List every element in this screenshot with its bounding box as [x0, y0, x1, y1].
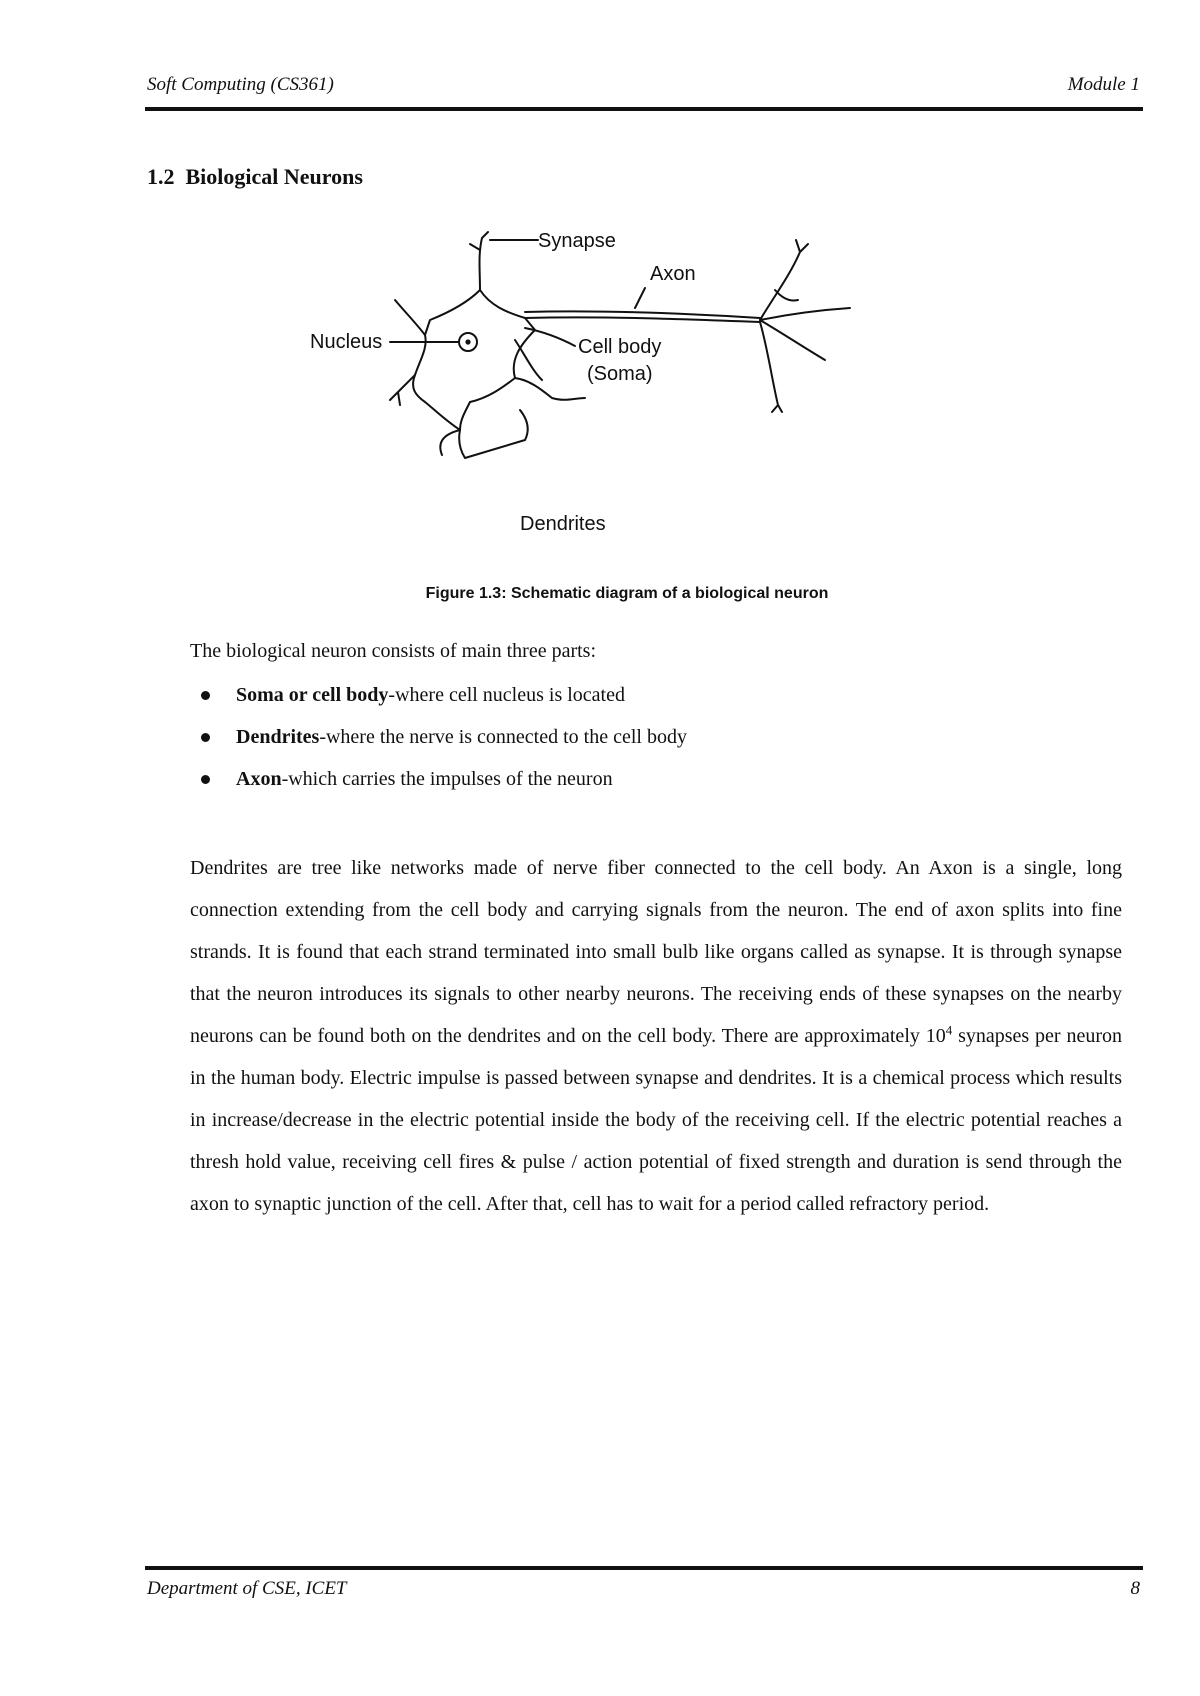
header-rule [145, 107, 1143, 111]
label-cell-body: Cell body [578, 336, 662, 358]
paragraph-part-1: Dendrites are tree like networks made of nerve fiber connected to the cell body. An Axon is a single, long connection extending from the cell body and carrying signals from the neuron. The end of axon splits into fine strands. It is found that each strand terminated into small bulb like organs called as synapse. It is through synapse that the neuron introduces its signals to other nearby neurons. The receiving ends of these synapses on the nearby neurons can be found both on the dendrites and on the cell body. There are approximately 10 [190, 857, 1122, 1047]
header-course-title: Soft Computing (CS361) [147, 74, 334, 95]
list-item-term: Dendrites [236, 726, 320, 748]
dendrite-bottom [440, 410, 527, 458]
list-item [190, 767, 1090, 809]
list-item-term: Axon [236, 768, 282, 790]
list-item [190, 683, 1090, 725]
figure-caption-text: Figure 1.3: Schematic diagram of a biological neuron [425, 585, 829, 602]
axon-pointer [635, 288, 645, 308]
neuron-diagram [310, 230, 960, 550]
neuron-diagram-svg [310, 230, 960, 550]
axon-terminal-1 [760, 240, 808, 320]
dendrite-right-lower [515, 340, 585, 400]
page-footer [147, 1578, 1140, 1604]
dendrite-left-1 [395, 300, 425, 335]
bullet-icon [201, 733, 210, 742]
axon-terminal-3 [760, 320, 825, 360]
paragraph-superscript: 4 [945, 1022, 953, 1038]
parts-list [190, 683, 1090, 809]
axon-terminal-2 [760, 308, 850, 320]
bullet-icon [201, 691, 210, 700]
cell-body-pointer [525, 328, 575, 346]
list-item-text: -which carries the impulses of the neuron [281, 768, 613, 790]
body-paragraph [190, 847, 1122, 1225]
list-item-text: -where cell nucleus is located [388, 684, 625, 706]
axon [525, 311, 760, 322]
section-title: 1.2 Biological Neurons [147, 164, 363, 189]
list-item-term: Soma or cell body [236, 684, 389, 706]
label-soma: (Soma) [587, 363, 653, 385]
dendrite-top [470, 232, 488, 290]
paragraph-part-2: synapses per neuron in the human body. Electric impulse is passed between synapse and dendrites. It is a chemical process which results in increase/decrease in the electric potential inside the body of the receiving cell. If the electric potential reaches a thresh hold value, receiving cell fires & pulse / action potential of fixed strength and duration is send through the axon to synaptic junction of the cell. After that, cell has to wait for a period called refractory period. [190, 1025, 1122, 1215]
footer-rule [145, 1566, 1143, 1570]
footer-department: Department of CSE, ICET [147, 1578, 347, 1599]
page-number: 8 [1130, 1578, 1140, 1599]
label-nucleus: Nucleus [310, 331, 383, 353]
soma-outline [413, 290, 535, 430]
figure-caption [0, 585, 1200, 603]
list-item [190, 725, 1090, 767]
label-axon: Axon [650, 263, 696, 285]
intro-text: The biological neuron consists of main three parts: [190, 640, 597, 662]
bullet-icon [201, 775, 210, 784]
header-module: Module 1 [1067, 74, 1140, 95]
label-dendrites: Dendrites [520, 513, 606, 535]
list-item-text: -where the nerve is connected to the cell body [319, 726, 687, 748]
dendrite-left-2 [390, 375, 415, 405]
page-header [147, 74, 1140, 100]
axon-terminal-4 [760, 322, 782, 412]
label-synapse: Synapse [538, 230, 616, 252]
